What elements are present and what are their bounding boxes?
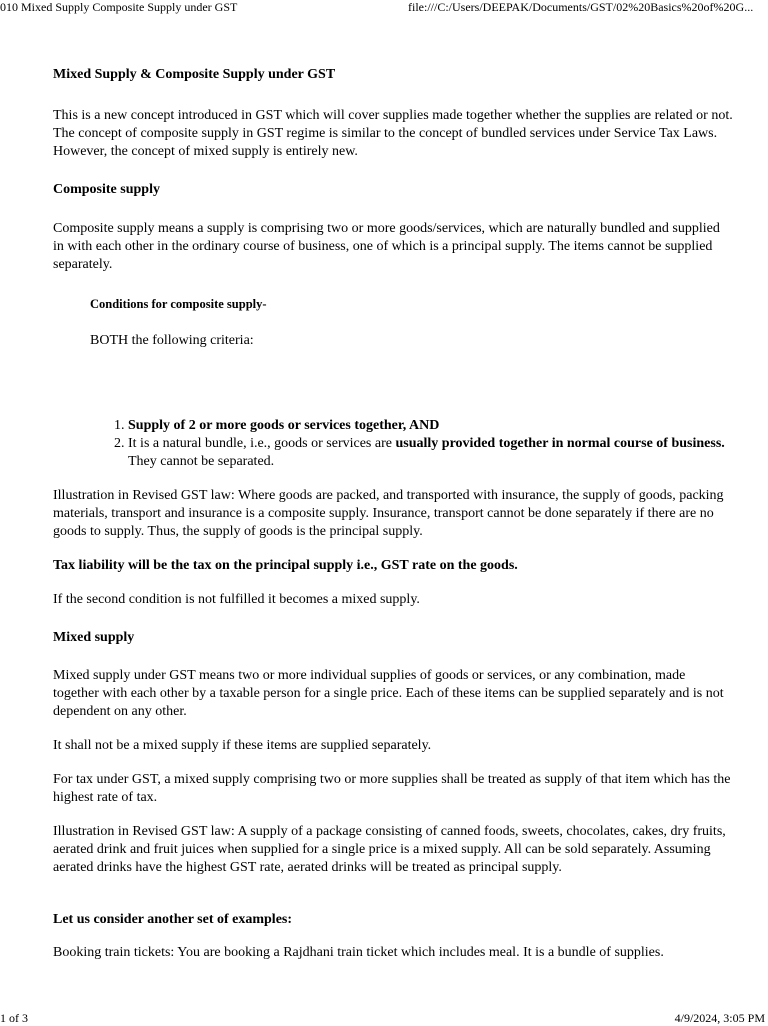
tax-liability-note: Tax liability will be the tax on the principal supply i.e., GST rate on the goods. (53, 558, 518, 573)
illustration-mixed: Illustration in Revised GST law: A supply of a package consisting of canned foods, sweets, chocolates, cakes, dry fruits, aerated drink and fruit juices when supplied for a single price is a mixed supply. All can be sold separately. Assuming aerated drinks have the highest GST rate, aerated drinks will be treated as principal supply. (53, 824, 726, 875)
examples-heading: Let us consider another set of examples: (53, 912, 293, 927)
composite-supply-heading: Composite supply (53, 182, 160, 197)
train-example: Booking train tickets: You are booking a Rajdhani train ticket which includes meal. It is a bundle of supplies. (53, 945, 664, 960)
second-condition-note: If the second condition is not fulfilled it becomes a mixed supply. (53, 592, 420, 607)
illustration-composite: Illustration in Revised GST law: Where goods are packed, and transported with insurance, the supply of goods, packing materials, transport and insurance is a composite supply. Insurance, transport cannot be done separately if there are no goods to supply. Thus, the supply of goods is the principal supply. (53, 488, 724, 539)
print-footer-page: 1 of 3 (0, 1011, 28, 1025)
tax-mixed-note: For tax under GST, a mixed supply comprising two or more supplies shall be treated as supply of that item which has the highest rate of tax. (53, 772, 731, 805)
not-mixed-note: It shall not be a mixed supply if these items are supplied separately. (53, 738, 432, 753)
mixed-supply-heading: Mixed supply (53, 630, 135, 645)
mixed-supply-definition: Mixed supply under GST means two or more individual supplies of goods or services, or any combination, made together with each other by a taxable person for a single price. Each of these items can be supplied separately and is not dependent on any other. (53, 668, 724, 719)
intro-paragraph: This is a new concept introduced in GST which will cover supplies made together whether the supplies are related or not. The concept of composite supply in GST regime is similar to the concept of bundled services under Service Tax Laws. However, the concept of mixed supply is entirely new. (53, 108, 733, 159)
composite-supply-definition: Composite supply means a supply is comprising two or more goods/services, which are naturally bundled and supplied in with each other in the ordinary course of business, one of which is a principal supply. The items cannot be supplied separately. (53, 221, 720, 272)
document-title: Mixed Supply & Composite Supply under GST (53, 67, 336, 82)
criteria-item-2: 2. It is a natural bundle, i.e., goods or services are usually provided together in normal course of business. They cannot be separated. (128, 435, 728, 471)
print-header-title: 010 Mixed Supply Composite Supply under GST (0, 0, 238, 14)
print-header-url: file:///C:/Users/DEEPAK/Documents/GST/02%20Basics%20of%20G... (408, 0, 754, 14)
criteria-list (53, 417, 728, 471)
criteria-intro: BOTH the following criteria: (90, 333, 254, 348)
print-footer-datetime: 4/9/2024, 3:05 PM (674, 1011, 765, 1025)
criteria-item-1: 1. Supply of 2 or more goods or services together, AND (128, 417, 728, 435)
conditions-heading: Conditions for composite supply- (90, 297, 267, 311)
